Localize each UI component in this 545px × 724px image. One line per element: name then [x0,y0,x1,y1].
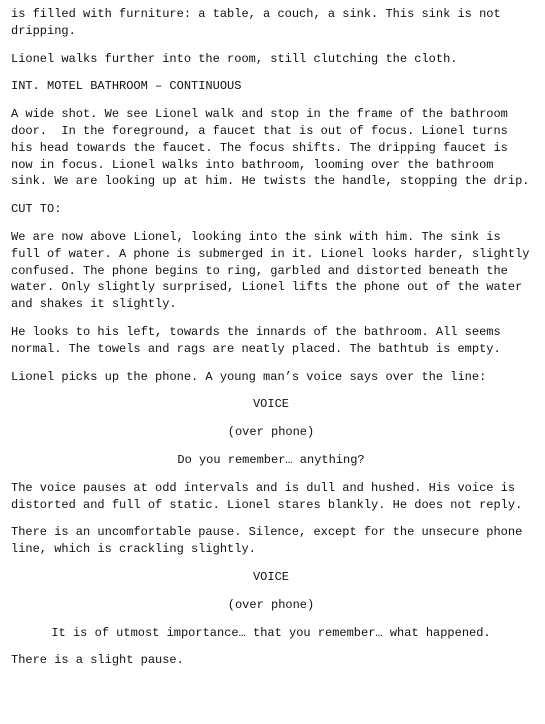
action-paragraph: He looks to his left, towards the innards of the bathroom. All seems normal. The towels and rags are neatly placed. The bathtub is empty. [11,324,508,356]
action-paragraph: There is an uncomfortable pause. Silence, except for the unsecure phone line, which is crackling slightly. [11,525,530,557]
parenthetical: (over phone) [227,597,315,612]
action-paragraph: Lionel walks further into the room, still clutching the cloth. [11,51,458,66]
action-paragraph: There is a slight pause. [11,653,184,668]
dialogue: It is of utmost importance… that you remember… what happened. [51,625,491,640]
action-paragraph: is filled with furniture: a table, a couch, a sink. This sink is not dripping. [11,7,508,38]
dialogue: Do you remember… anything? [177,452,365,467]
action-paragraph: A wide shot. We see Lionel walk and stop in the frame of the bathroom door. In the foreground, a faucet that is out of focus. Lionel turns his head towards the faucet. The focus shifts. The dripping faucet is now in focus. Lionel walks into bathroom, looming over the bathroom sink. We are looking up at him. He twists the handle, stopping the drip. [11,107,530,189]
action-paragraph: The voice pauses at odd intervals and is dull and hushed. His voice is distorted and full of static. Lionel stares blankly. He does not reply. [11,480,523,512]
character-name: VOICE [252,569,289,584]
parenthetical: (over phone) [227,425,315,440]
action-paragraph: We are now above Lionel, looking into the sink with him. The sink is full of water. A phone is submerged in it. Lionel looks harder, slightly confused. The phone begins to ring, garbled and distorted beneath the water. Only slightly surprised, Lionel lifts the phone out of the water and shakes it slightly. [11,229,537,312]
transition: CUT TO: [11,202,62,217]
scene-heading: INT. MOTEL BATHROOM – CONTINUOUS [11,79,242,94]
action-paragraph: Lionel picks up the phone. A young man’s voice says over the line: [11,369,487,384]
character-name: VOICE [252,397,289,412]
